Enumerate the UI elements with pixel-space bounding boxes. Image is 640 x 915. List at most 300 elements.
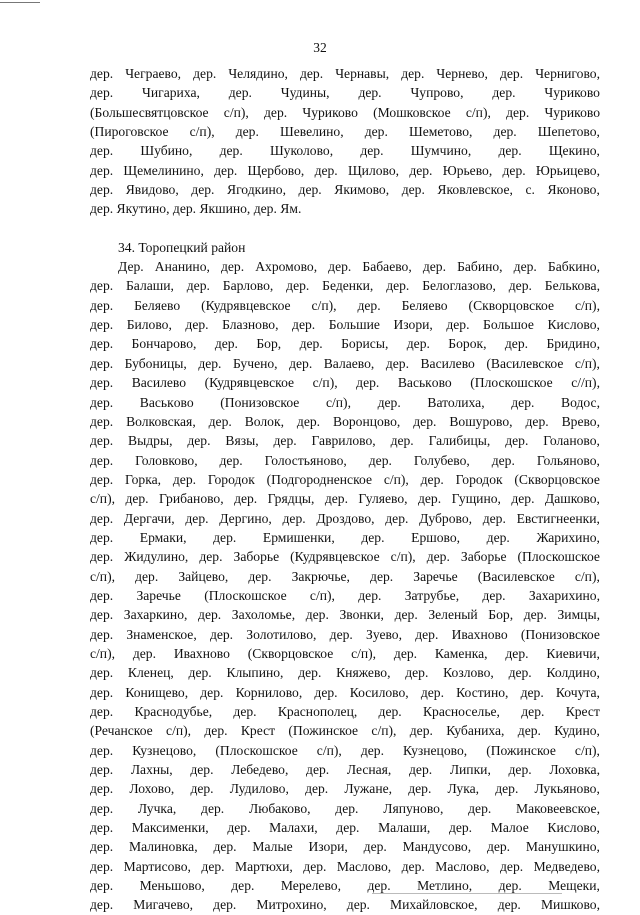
text-line (90, 489, 600, 508)
word: (Василевское (477, 568, 555, 584)
word: дер. (298, 665, 322, 681)
word: (Понизовское (220, 394, 300, 410)
word: дер. (90, 413, 114, 429)
word: Мигачево, (133, 897, 194, 913)
word: дер. (227, 820, 251, 836)
word: дер. (401, 182, 425, 198)
word: дер. (329, 626, 353, 642)
word: дер. (208, 413, 232, 429)
word: Захаркино, (123, 607, 188, 623)
word: дер. (90, 878, 114, 894)
word: Колдино, (546, 665, 600, 681)
word: Василево (131, 375, 187, 391)
word: Лебедево, (231, 762, 289, 778)
word: Закрючье, (291, 568, 350, 584)
word: дер. (303, 858, 327, 874)
word: дер. (364, 124, 388, 140)
word: Грядцы, (267, 491, 315, 507)
continuation-paragraph (90, 64, 600, 219)
word: дер. (90, 704, 114, 719)
word: Костино, (456, 684, 509, 700)
word: дер. (328, 259, 352, 275)
word: дер. (513, 259, 537, 275)
word: Малые (252, 839, 293, 855)
word: Василево (420, 355, 475, 371)
word: с/п), (166, 723, 192, 739)
word: с/п), (189, 124, 215, 140)
word: Городок (207, 471, 255, 487)
word: дер. (511, 394, 535, 410)
word: (Большесвятцовское (90, 104, 209, 120)
word: Малиновка, (128, 839, 198, 855)
word: Чернавы, (335, 66, 390, 81)
word: Бончарово, (131, 336, 197, 352)
word: дер. (367, 878, 391, 894)
word: Заборье (460, 549, 507, 565)
word: дер. (356, 375, 380, 391)
word: с/п), (574, 568, 600, 584)
word: Кузнецово, (403, 742, 468, 758)
text-line (90, 296, 600, 315)
word: дер. (220, 259, 245, 275)
word: дер. (90, 471, 114, 487)
text-line (90, 547, 600, 566)
word: Большое (483, 317, 534, 333)
word: дер. (422, 259, 446, 275)
word: (Скворцовское (247, 645, 334, 661)
word: дер. (233, 704, 257, 719)
word: дер. (90, 355, 114, 371)
word: с/п), (309, 587, 335, 603)
word: (Подгородненское (266, 471, 372, 487)
word: Косилово, (349, 684, 409, 700)
word: с/п), (312, 375, 338, 391)
word: дер. (415, 626, 439, 642)
word: дер. (90, 781, 114, 797)
word: дер. (213, 897, 237, 913)
word: Лудилово, (229, 781, 289, 797)
text-line (90, 334, 600, 353)
text-line (90, 257, 600, 276)
word: дер. (358, 85, 382, 101)
word: дер. (305, 781, 329, 797)
word: Захоломье, (231, 607, 296, 623)
word: дер. (185, 317, 209, 333)
word: дер. (363, 839, 387, 855)
word: Щилово, (347, 162, 400, 178)
text-line (90, 393, 600, 412)
word: Чигариха, (142, 85, 200, 101)
word: дер. (521, 704, 545, 719)
word: Шепетово, (537, 124, 600, 140)
word: Каменка, (434, 645, 488, 661)
word: Лесная, (346, 762, 392, 778)
word: Волковская, (126, 413, 196, 429)
word: Изори, (308, 839, 348, 855)
text-line (90, 103, 600, 122)
word: Чернигово, (535, 66, 600, 81)
word: Мандусово, (402, 839, 472, 855)
word: дер. (198, 607, 222, 623)
word: Заречье (413, 568, 458, 584)
word: дер. (360, 742, 384, 758)
word: дер. (520, 684, 544, 700)
word: Шеметово, (408, 124, 473, 140)
word: дер. (370, 568, 394, 584)
word: дер. (90, 684, 114, 700)
word: дер. (282, 510, 306, 526)
word: (Пироговское (90, 124, 169, 140)
word: Юрьево, (442, 162, 493, 178)
word: дер. (409, 162, 433, 178)
word: дер. (401, 858, 425, 874)
word: Кленец, (127, 665, 174, 681)
word: дер. (90, 607, 114, 623)
word: дер. (500, 858, 524, 874)
word: дер. (90, 549, 114, 565)
word: с. (525, 182, 535, 198)
word: Кузнецово, (132, 742, 197, 758)
word: дер. (90, 433, 114, 449)
word: Мещеки, (548, 878, 600, 894)
text-line (90, 625, 600, 644)
word: Блазново, (222, 317, 279, 333)
word: Малахи, (269, 820, 318, 836)
word: Евстигнеенки, (516, 510, 600, 526)
word: Чуриково (544, 104, 600, 120)
word: дер. (413, 413, 437, 429)
text-line (90, 605, 600, 624)
word: Вошурово, (449, 413, 513, 429)
word: Гольяново, (536, 452, 600, 468)
scan-corner-mark (0, 2, 40, 3)
word: Лахны, (130, 762, 173, 778)
word: дер. (90, 162, 114, 178)
text-line (90, 857, 600, 876)
word: дер. (394, 607, 418, 623)
word: Зуево, (366, 626, 402, 642)
word: дер. (508, 665, 532, 681)
text-line (90, 180, 600, 199)
word: дер. (504, 336, 529, 352)
word: дер. (190, 781, 214, 797)
text-line (90, 683, 600, 702)
word: Мартисово, (123, 858, 191, 874)
word: дер. (482, 587, 506, 603)
word: Малаши, (378, 820, 431, 836)
text-line (90, 161, 600, 180)
text-line (90, 586, 600, 605)
word: дер. (357, 297, 381, 313)
word: Голостьяново, (264, 452, 347, 468)
word: дер. (90, 510, 114, 526)
word: дер. (385, 355, 409, 371)
word: Головково, (135, 452, 198, 468)
word: дер. (506, 104, 530, 120)
word: Корнилово, (235, 684, 303, 700)
word: дер. (90, 897, 114, 913)
word: Борисы, (341, 336, 389, 352)
word: Чеграево, (125, 66, 182, 81)
word: дер. (486, 839, 511, 855)
word: дер. (508, 762, 532, 778)
word: дер. (482, 510, 506, 526)
word: дер. (90, 800, 114, 816)
word: с/п), (316, 742, 342, 758)
word: Волок, (244, 413, 284, 429)
word: Горка, (124, 471, 162, 487)
word: Шевелино, (279, 124, 344, 140)
word: дер. (90, 297, 114, 313)
word: дер. (335, 800, 359, 816)
word: Челядино, (228, 66, 288, 81)
word: дер. (517, 723, 541, 739)
word: Золотилово, (246, 626, 317, 642)
word: дер. (493, 124, 517, 140)
word: с//п), (571, 375, 600, 391)
text-line (90, 470, 600, 489)
word: Гущино, (451, 491, 501, 507)
word: (Речанское (90, 723, 153, 739)
word: дер. (361, 529, 385, 545)
word: Захарихино, (528, 587, 600, 603)
word: (Плоскошское (517, 549, 600, 565)
word: (Скворцовское (514, 471, 600, 487)
word: Кубаниха, (446, 723, 505, 739)
text-line (90, 276, 600, 295)
word: дер. (377, 394, 401, 410)
word: (Скворцовское (468, 297, 555, 313)
word: дер. (417, 491, 442, 507)
word: дер. (90, 587, 114, 603)
word: Малое (490, 820, 529, 836)
word: дер. (273, 433, 297, 449)
word: Беляево (401, 297, 448, 313)
word: дер. (360, 143, 384, 159)
word: Заборье (233, 549, 280, 565)
word: с/п), (90, 491, 116, 507)
word: Щекино, (548, 143, 600, 159)
word: Чернево, (436, 66, 488, 81)
text-line (90, 837, 600, 856)
page-number: 32 (313, 40, 327, 55)
word: дер. (90, 762, 114, 778)
word: дер. (324, 491, 348, 507)
word: дер. (358, 587, 382, 603)
word: дер. (90, 839, 114, 855)
text-line (90, 315, 600, 334)
word: с/п), (325, 394, 351, 410)
word: дер. (214, 336, 238, 352)
word: Васькoво (397, 375, 452, 391)
word: дер. (234, 491, 258, 507)
word: с/п), (383, 471, 409, 487)
word: дер. (486, 529, 510, 545)
word: дер. (508, 278, 532, 294)
word: Медведево, (533, 858, 600, 874)
word: с/п), (574, 742, 600, 758)
word: дер. (502, 162, 526, 178)
word: Ивахново (173, 645, 230, 661)
word: Княжево, (336, 665, 391, 681)
word: дер. (90, 85, 114, 101)
word: дер. (132, 645, 156, 661)
word: дер. (201, 800, 225, 816)
text-line: дер. Якутино, дер. Якшино, дер. Ям. (90, 201, 302, 217)
word: Жидулино, (124, 549, 189, 565)
word: Зайцево, (178, 568, 229, 584)
word: Маслово, (336, 858, 392, 874)
word: дер. (199, 549, 223, 565)
word: Валаево, (323, 355, 375, 371)
text-line (90, 779, 600, 798)
word: дер. (386, 278, 410, 294)
word: Ахромово, (255, 259, 318, 275)
word: Ананино, (154, 259, 210, 275)
word: дер. (286, 278, 310, 294)
word: Кудино, (554, 723, 600, 739)
word: дер. (125, 491, 149, 507)
word: дер. (448, 820, 473, 836)
word: Кислово, (547, 820, 600, 836)
word: дер. (172, 471, 197, 487)
word: Бабино, (457, 259, 503, 275)
word: (Кудрявцевское (290, 549, 380, 565)
word: дер. (186, 278, 210, 294)
word: Чуриково (544, 85, 600, 101)
word: с/п), (90, 645, 116, 661)
word: Митрохино, (256, 897, 327, 913)
word: Щербово, (247, 162, 305, 178)
word: дер. (90, 820, 114, 836)
word: Балаши, (126, 278, 174, 294)
word: дер. (498, 878, 522, 894)
word: Якимово, (334, 182, 390, 198)
word: Метлино, (417, 878, 473, 894)
word: Бабаево, (362, 259, 412, 275)
word: Кочута, (555, 684, 600, 700)
word: дер. (523, 607, 547, 623)
word: дер. (90, 452, 114, 468)
text-line (90, 509, 600, 528)
word: Мерелево, (280, 878, 341, 894)
word: Затрубье, (404, 587, 460, 603)
word: Маковеевское, (516, 800, 600, 816)
word: дер. (492, 85, 516, 101)
word: дер. (495, 781, 519, 797)
word: дер. (187, 433, 211, 449)
word: дер. (385, 510, 409, 526)
text-line (90, 451, 600, 470)
word: Яконово, (547, 182, 600, 198)
word: Лохово, (129, 781, 175, 797)
word: дер. (408, 781, 432, 797)
word: Белькова, (544, 278, 600, 294)
word: Киевичи, (546, 645, 600, 661)
text-line (90, 412, 600, 431)
text-line (90, 373, 600, 392)
word: Клыпино, (226, 665, 284, 681)
word: дер. (426, 549, 450, 565)
word: Выдры, (128, 433, 173, 449)
text-line (90, 663, 600, 682)
text-line (90, 83, 600, 102)
word: Голубево, (413, 452, 470, 468)
text-line (90, 644, 600, 663)
word: дер. (336, 820, 360, 836)
word: Белоглазово, (422, 278, 496, 294)
word: дер. (235, 124, 259, 140)
word: дер. (213, 529, 237, 545)
text-line (90, 567, 600, 586)
text-line (90, 818, 600, 837)
word: с/п), (223, 104, 249, 120)
word: Жарихино, (536, 529, 600, 545)
word: Городок (455, 471, 503, 487)
word: Ивахново (451, 626, 508, 642)
text-line (90, 64, 600, 83)
word: (Мошковское (373, 104, 451, 120)
word: дер. (299, 336, 323, 352)
word: Гуляево, (358, 491, 408, 507)
word: Бучено, (232, 355, 278, 371)
word: дер. (200, 684, 224, 700)
word: (Плоскошское (204, 587, 287, 603)
word: (Кудрявцевское (201, 297, 291, 313)
word: дер. (90, 858, 114, 874)
word: с/п), (311, 297, 337, 313)
word: дер. (228, 85, 252, 101)
word: Любаково, (248, 800, 311, 816)
text-line (90, 141, 600, 160)
word: Бубоницы, (124, 355, 187, 371)
word: дер. (213, 839, 237, 855)
text-line (90, 702, 600, 721)
word: Галибицы, (428, 433, 491, 449)
word: Щемелинино, (123, 162, 204, 178)
word: дер. (401, 66, 425, 81)
document-body (90, 64, 600, 915)
word: (Плоскошское (470, 375, 553, 391)
word: дер. (314, 684, 338, 700)
text-line (90, 721, 600, 740)
word: дер. (209, 626, 234, 642)
word: дер. (368, 452, 392, 468)
word: дер. (298, 182, 322, 198)
word: дер. (90, 182, 114, 198)
word: дер. (409, 762, 433, 778)
word: Лучка, (137, 800, 177, 816)
word: Лужане, (344, 781, 393, 797)
word: Заречье (136, 587, 181, 603)
word: Васькoво (139, 394, 194, 410)
word: дер. (299, 66, 324, 81)
word: дер. (505, 433, 529, 449)
word: с/п), (465, 104, 491, 120)
word: дер. (420, 471, 444, 487)
word: дер. (191, 182, 215, 198)
word: Лука, (447, 781, 480, 797)
word: Беденки, (322, 278, 374, 294)
word: дер. (90, 529, 114, 545)
word: Большие (328, 317, 380, 333)
word: дер. (525, 413, 549, 429)
word: дер. (292, 317, 316, 333)
word: дер. (498, 143, 522, 159)
word: Конищево, (125, 684, 189, 700)
word: Шубино, (140, 143, 193, 159)
word: дер. (497, 897, 521, 913)
